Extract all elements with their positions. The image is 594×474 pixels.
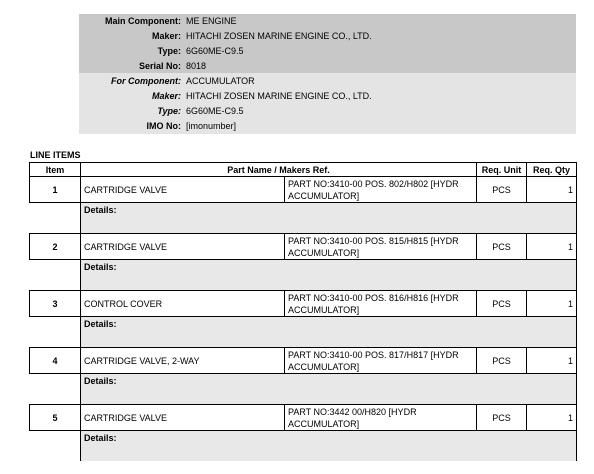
fc-maker-value: HITACHI ZOSEN MARINE ENGINE CO., LTD.: [186, 91, 372, 101]
col-qty-header: Req. Qty: [527, 163, 577, 177]
for-component-label: For Component:: [111, 76, 181, 86]
type-label: Type:: [157, 46, 181, 56]
makers-ref: PART NO:3442 00/H820 [HYDR ACCUMULATOR]: [285, 405, 477, 431]
table-row: [30, 291, 577, 317]
details-label: Details:: [81, 374, 577, 389]
table-row: [30, 348, 577, 374]
table-header-row: [30, 163, 577, 177]
line-items-body: [30, 177, 577, 462]
line-items-title: LINE ITEMS: [30, 150, 81, 160]
fc-type-value: 6G60ME-C9.5: [186, 106, 244, 116]
req-unit: PCS: [477, 234, 527, 260]
col-unit-header: Req. Unit: [477, 163, 527, 177]
item-number: 2: [30, 234, 81, 260]
details-label: Details:: [81, 260, 577, 275]
line-items-table: [29, 162, 577, 461]
req-qty: 1: [527, 177, 577, 203]
details-area: [81, 445, 577, 461]
details-area: [81, 331, 577, 348]
makers-ref: PART NO:3410-00 POS. 802/H802 [HYDR ACCUMULATOR]: [285, 177, 477, 203]
part-name: CARTRIDGE VALVE: [81, 405, 285, 431]
makers-ref: PART NO:3410-00 POS. 815/H815 [HYDR ACCUMULATOR]: [285, 234, 477, 260]
table-row: [30, 405, 577, 431]
col-item-header: Item: [30, 163, 81, 177]
details-row: [30, 374, 577, 389]
details-row: [30, 260, 577, 275]
spacer-row: [30, 388, 577, 405]
part-name: CARTRIDGE VALVE, 2-WAY: [81, 348, 285, 374]
serial-value: 8018: [186, 61, 207, 71]
part-name: CONTROL COVER: [81, 291, 285, 317]
component-header: [79, 0, 576, 131]
req-unit: PCS: [477, 348, 527, 374]
spacer-row: [30, 274, 577, 291]
maker-label: Maker:: [151, 31, 181, 41]
details-label: Details:: [81, 431, 577, 446]
makers-ref: PART NO:3410-00 POS. 816/H816 [HYDR ACCUMULATOR]: [285, 291, 477, 317]
req-qty: 1: [527, 291, 577, 317]
details-row: [30, 203, 577, 218]
req-unit: PCS: [477, 291, 527, 317]
details-row: [30, 317, 577, 332]
main-component-value: ME ENGINE: [186, 16, 237, 26]
for-component-value: ACCUMULATOR: [186, 76, 255, 86]
makers-ref: PART NO:3410-00 POS. 817/H817 [HYDR ACCUMULATOR]: [285, 348, 477, 374]
imo-value: [imonumber]: [186, 121, 237, 131]
spacer-row: [30, 445, 577, 461]
item-number: 1: [30, 177, 81, 203]
details-area: [81, 217, 577, 234]
serial-label: Serial No:: [138, 61, 181, 71]
imo-label: IMO No:: [146, 121, 181, 131]
details-row: [30, 431, 577, 446]
for-component-block: [79, 73, 576, 134]
main-component-label: Main Component:: [105, 16, 181, 26]
part-name: CARTRIDGE VALVE: [81, 177, 285, 203]
type-value: 6G60ME-C9.5: [186, 46, 244, 56]
details-label: Details:: [81, 317, 577, 332]
fc-maker-label: Maker:: [151, 91, 181, 101]
req-qty: 1: [527, 348, 577, 374]
req-unit: PCS: [477, 405, 527, 431]
spacer-row: [30, 217, 577, 234]
details-area: [81, 274, 577, 291]
table-row: [30, 234, 577, 260]
item-number: 5: [30, 405, 81, 431]
item-number: 4: [30, 348, 81, 374]
col-part-header: Part Name / Makers Ref.: [81, 163, 477, 177]
part-name: CARTRIDGE VALVE: [81, 234, 285, 260]
req-unit: PCS: [477, 177, 527, 203]
details-label: Details:: [81, 203, 577, 218]
fc-type-label: Type:: [157, 106, 181, 116]
req-qty: 1: [527, 405, 577, 431]
details-area: [81, 388, 577, 405]
spacer-row: [30, 331, 577, 348]
table-row: [30, 177, 577, 203]
maker-value: HITACHI ZOSEN MARINE ENGINE CO., LTD.: [186, 31, 372, 41]
req-qty: 1: [527, 234, 577, 260]
item-number: 3: [30, 291, 81, 317]
main-component-block: [79, 14, 576, 73]
